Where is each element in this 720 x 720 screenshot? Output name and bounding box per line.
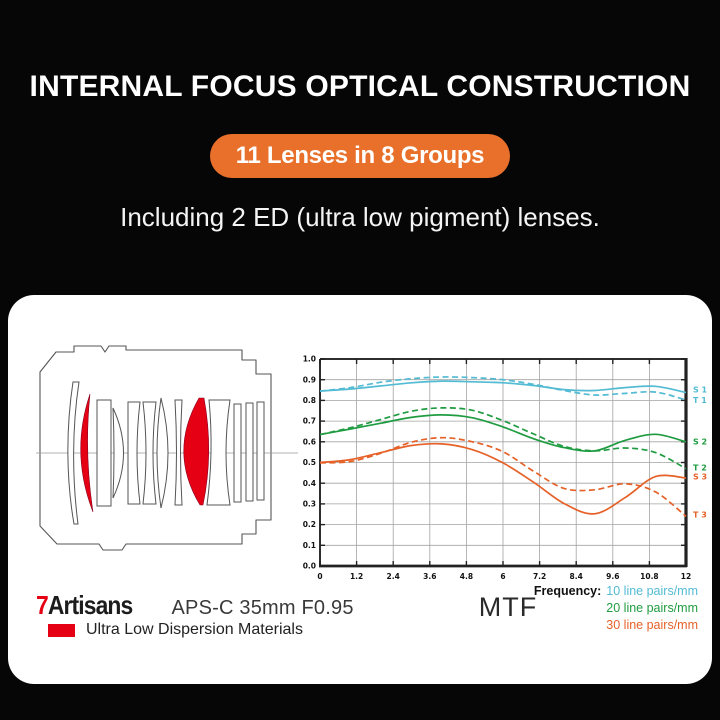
- svg-text:0.6: 0.6: [302, 437, 316, 447]
- logo-seven: 7: [36, 590, 48, 620]
- page-title: INTERNAL FOCUS OPTICAL CONSTRUCTION: [29, 70, 691, 103]
- lens-element: [97, 400, 111, 506]
- svg-text:0.2: 0.2: [302, 520, 316, 530]
- lens-element: [234, 404, 241, 502]
- svg-text:9.6: 9.6: [606, 572, 620, 581]
- svg-text:0.5: 0.5: [302, 458, 316, 468]
- svg-text:12: 12: [680, 572, 692, 581]
- frequency-items: [606, 583, 698, 634]
- svg-text:3.6: 3.6: [423, 572, 437, 581]
- svg-text:0.8: 0.8: [302, 396, 316, 405]
- lens-element: [246, 403, 253, 501]
- curve-label-s3: S 3: [693, 472, 708, 482]
- curve-label-t3: T 3: [693, 510, 707, 520]
- svg-text:2.4: 2.4: [386, 572, 400, 581]
- frequency-item: 30 line pairs/mm: [606, 618, 698, 632]
- svg-text:0.0: 0.0: [302, 561, 316, 571]
- materials-row: [48, 621, 303, 639]
- brand-logo: [36, 590, 132, 621]
- mtf-chart: [300, 346, 712, 590]
- frequency-item: 10 line pairs/mm: [606, 584, 698, 598]
- lens-element: [175, 400, 182, 505]
- subtitle: Including 2 ED (ultra low pigment) lenses.: [120, 202, 600, 232]
- svg-text:0.1: 0.1: [302, 540, 316, 550]
- svg-text:10.8: 10.8: [640, 572, 659, 581]
- ed-lens-element: [184, 398, 209, 505]
- lens-element: [207, 400, 230, 505]
- svg-text:0.3: 0.3: [302, 499, 316, 509]
- optics-panel: [8, 295, 712, 684]
- red-swatch-icon: [48, 624, 75, 637]
- lens-element: [257, 402, 264, 500]
- lens-groups-badge: 11 Lenses in 8 Groups: [210, 134, 510, 178]
- curve-label-s1: S 1: [693, 385, 708, 395]
- frequency-legend: [534, 583, 698, 634]
- chart-title: MTF: [478, 592, 538, 622]
- frequency-label: Frequency:: [533, 584, 602, 598]
- curve-label-t2: T 2: [693, 463, 707, 473]
- svg-text:4.8: 4.8: [459, 572, 474, 581]
- lens-element: [113, 408, 124, 498]
- svg-text:7.2: 7.2: [532, 572, 547, 581]
- lens-element: [157, 398, 168, 508]
- badge-container: [0, 134, 720, 178]
- curve-label-t1: T 1: [693, 395, 707, 405]
- svg-text:0.9: 0.9: [302, 375, 316, 385]
- svg-text:1.0: 1.0: [302, 354, 316, 364]
- svg-text:8.4: 8.4: [569, 572, 583, 581]
- lens-construction-diagram: [30, 335, 305, 580]
- svg-text:0.4: 0.4: [302, 478, 316, 488]
- svg-text:0: 0: [317, 572, 323, 581]
- lens-spec-label: APS-C 35mm F0.95: [171, 597, 354, 619]
- frequency-item: 20 line pairs/mm: [606, 601, 698, 615]
- materials-label: Ultra Low Dispersion Materials: [86, 621, 303, 638]
- curve-label-s2: S 2: [693, 437, 708, 447]
- svg-text:6: 6: [500, 572, 506, 581]
- brand-row: [36, 590, 354, 621]
- svg-text:1.2: 1.2: [349, 572, 364, 581]
- logo-rest: Artisans: [47, 590, 133, 620]
- svg-text:0.7: 0.7: [302, 416, 316, 426]
